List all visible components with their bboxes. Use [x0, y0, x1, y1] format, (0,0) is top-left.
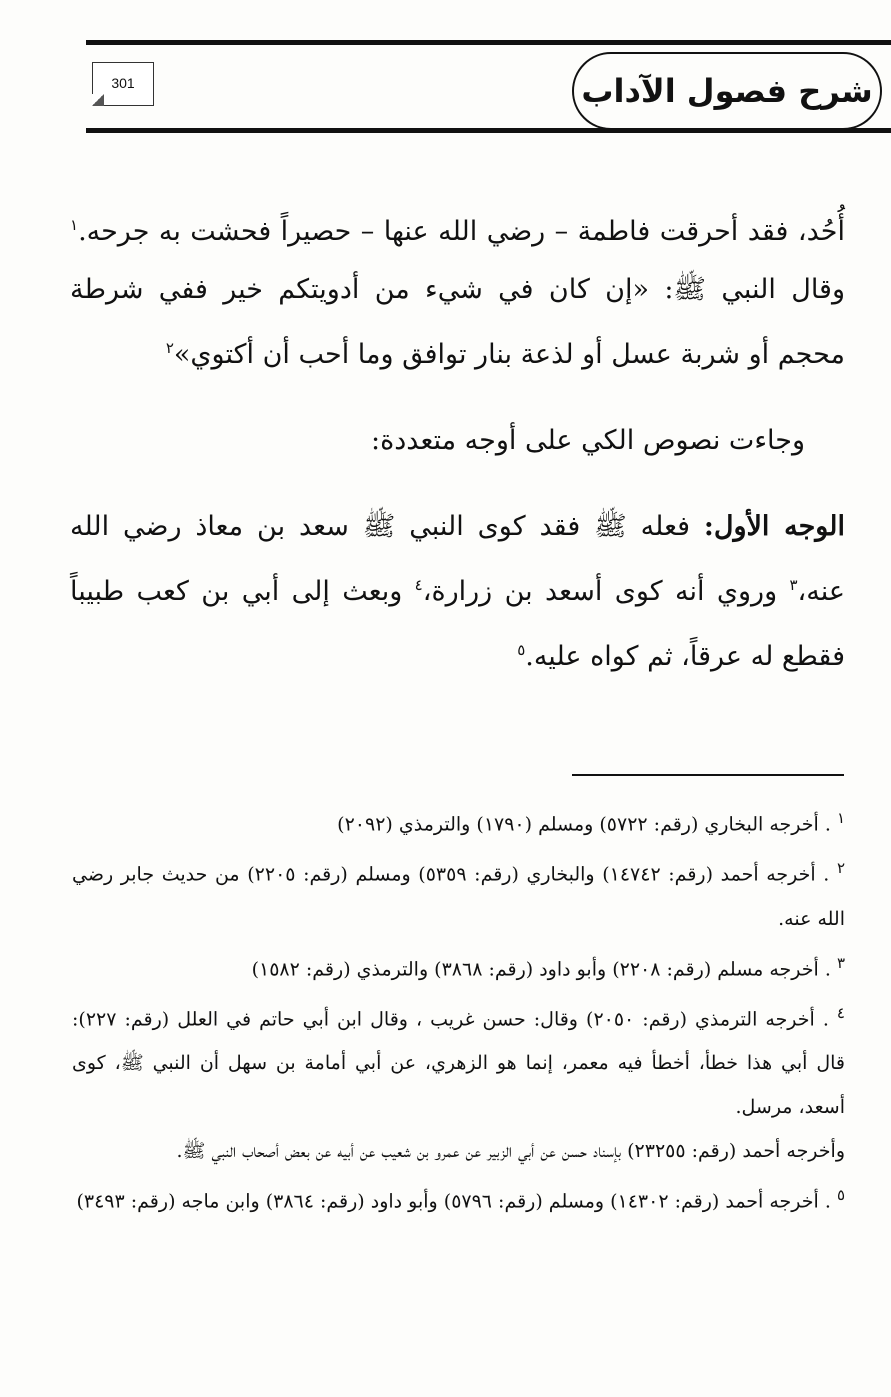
paragraph-1: [70, 196, 845, 384]
footnote-ref-3[interactable]: ٣: [789, 576, 798, 594]
footnote-ref-5[interactable]: ٥: [517, 641, 526, 659]
page-fold-icon: [92, 94, 104, 106]
footnote-marker: ١: [836, 809, 845, 827]
paragraph-1-part-b: وقال النبي ﷺ: «إن كان في شيء من أدويتكم خير ففي شرطة محجم أو شربة عسل أو لذعة بنار توافق وما أحب أن أكتوي»: [70, 274, 845, 370]
footnote-separator: [572, 774, 844, 776]
footnote-text: . أخرجه مسلم (رقم: ٢٢٠٨) وأبو داود (رقم: ٣٨٦٨) والترمذي (رقم: ١٥٨٢): [251, 957, 831, 980]
footnote-text: . أخرجه الترمذي (رقم: ٢٠٥٠) وقال: حسن غريب ، وقال ابن أبي حاتم في العلل (رقم: ٢٢٧): قال أبي هذا خطأ، أخطأ فيه معمر، إنما هو الزهري، عن أبي أمامة بن سهل أن النبي ﷺ، كوى أسعد، مرسل.: [72, 1008, 845, 1119]
paragraph-2: [70, 412, 845, 470]
footnote-4: [72, 991, 845, 1129]
footnote-5: [72, 1173, 845, 1223]
paragraph-3-label: الوجه الأول:: [703, 511, 845, 542]
paragraph-1-part-a: أُحُد، فقد أحرقت فاطمة – رضي الله عنها – حصيراً فحشت به جرحه.: [78, 216, 845, 247]
footnote-ref-1[interactable]: ١: [70, 216, 79, 234]
paragraph-3-part-a: فعله ﷺ فقد كوى النبي ﷺ سعد بن معاذ رضي الله عنه،: [70, 511, 845, 607]
main-text: [70, 196, 845, 686]
footnote-marker: ٢: [836, 859, 845, 878]
paragraph-3-part-c: وبعث إلى أبي بن كعب طبيباً فقطع له عرقاً، ثم كواه عليه.: [70, 576, 845, 672]
footnote-ref-2[interactable]: ٢: [165, 339, 174, 357]
paragraph-3-part-b: وروي أنه كوى أسعد بن زرارة،: [422, 576, 790, 607]
footnote-4-continued: [72, 1129, 845, 1173]
paragraph-2-text: وجاءت نصوص الكي على أوجه متعددة:: [371, 425, 805, 456]
footnote-text: . أخرجه البخاري (رقم: ٥٧٢٢) ومسلم (١٧٩٠) والترمذي (٢٠٩٢): [337, 813, 831, 836]
footnote-text: . أخرجه أحمد (رقم: ١٤٣٠٢) ومسلم (رقم: ٥٧٩٦) وأبو داود (رقم: ٣٨٦٤) وابن ماجه (رقم: ٣٤٩٣): [76, 1190, 831, 1213]
footnote-ref-4[interactable]: ٤: [414, 576, 423, 594]
page-number: 301: [111, 75, 135, 91]
footnote-marker: ٤: [836, 1003, 845, 1022]
page-number-box: [92, 62, 154, 106]
footnote-text: وأخرجه أحمد (رقم: ٢٣٢٥٥) بإسناد حسن عن أبي الزبير عن عمرو بن شعيب عن أبيه عن بعض أصحاب النبي ﷺ.: [176, 1140, 845, 1163]
footnote-marker: ٥: [836, 1186, 845, 1205]
footnote-2: [72, 846, 845, 940]
book-title: [572, 52, 882, 130]
footnote-3: [72, 941, 845, 991]
footnote-1: [72, 796, 845, 846]
footnote-text: . أخرجه أحمد (رقم: ١٤٧٤٢) والبخاري (رقم: ٥٣٥٩) ومسلم (رقم: ٢٢٠٥) من حديث جابر رضي الله عنه.: [72, 863, 845, 930]
footnotes: [72, 796, 845, 1224]
paragraph-3: [70, 498, 845, 686]
book-title-text: شرح فصول الآداب: [581, 72, 873, 110]
footnote-marker: ٣: [836, 953, 845, 972]
header-top-rule: [86, 40, 891, 45]
